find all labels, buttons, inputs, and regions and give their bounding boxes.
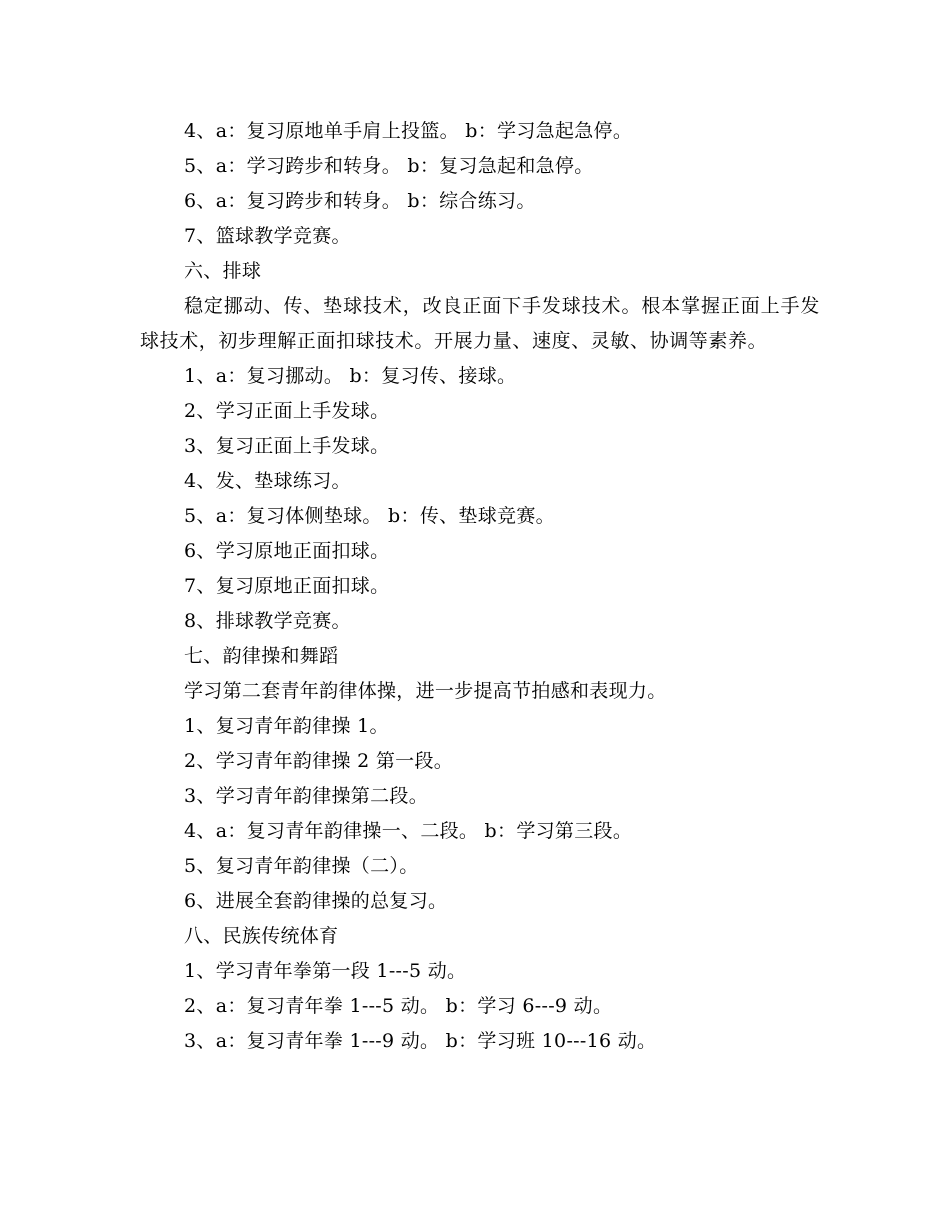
text-line: 6、进展全套韵律操的总复习。	[184, 890, 448, 912]
text-line: 4、a：复习原地单手肩上投篮。 b：学习急起急停。	[184, 120, 633, 142]
text-line: 2、学习青年韵律操 2 第一段。	[184, 750, 454, 772]
text-line: 5、a：复习体侧垫球。 b：传、垫球竞赛。	[184, 505, 555, 527]
text-line: 2、学习正面上手发球。	[184, 400, 390, 422]
text-line: 3、复习正面上手发球。	[184, 435, 390, 457]
section-heading-rhythm-dance: 七、韵律操和舞蹈	[184, 645, 339, 667]
text-line: 5、a：学习跨步和转身。 b：复习急起和急停。	[184, 155, 594, 177]
section-heading-traditional-sports: 八、民族传统体育	[184, 925, 339, 947]
text-line: 4、a：复习青年韵律操一、二段。 b：学习第三段。	[184, 820, 633, 842]
text-line: 7、篮球教学竞赛。	[184, 225, 351, 247]
text-line: 1、复习青年韵律操 1。	[184, 715, 389, 737]
text-line: 1、a：复习挪动。 b：复习传、接球。	[184, 365, 517, 387]
text-line: 7、复习原地正面扣球。	[184, 575, 390, 597]
text-line: 3、学习青年韵律操第二段。	[184, 785, 428, 807]
text-line: 3、a：复习青年拳 1---9 动。 b：学习班 10---16 动。	[184, 1030, 657, 1052]
section-heading-volleyball: 六、排球	[184, 260, 262, 282]
text-line: 6、a：复习跨步和转身。 b：综合练习。	[184, 190, 536, 212]
text-line: 5、复习青年韵律操（二）。	[184, 855, 419, 877]
text-line: 6、学习原地正面扣球。	[184, 540, 390, 562]
text-line: 1、学习青年拳第一段 1---5 动。	[184, 960, 467, 982]
text-line: 2、a：复习青年拳 1---5 动。 b：学习 6---9 动。	[184, 995, 613, 1017]
text-line: 8、排球教学竞赛。	[184, 610, 351, 632]
volleyball-goals-paragraph: 稳定挪动、传、垫球技术，改良正面下手发球技术。根本掌握正面上手发球技术，初步理解正面扣球技术。开展力量、速度、灵敏、协调等素养。	[140, 295, 820, 352]
text-line: 4、发、垫球练习。	[184, 470, 351, 492]
text-line: 学习第二套青年韵律体操，进一步提高节拍感和表现力。	[184, 680, 667, 702]
document-body	[140, 114, 820, 1059]
